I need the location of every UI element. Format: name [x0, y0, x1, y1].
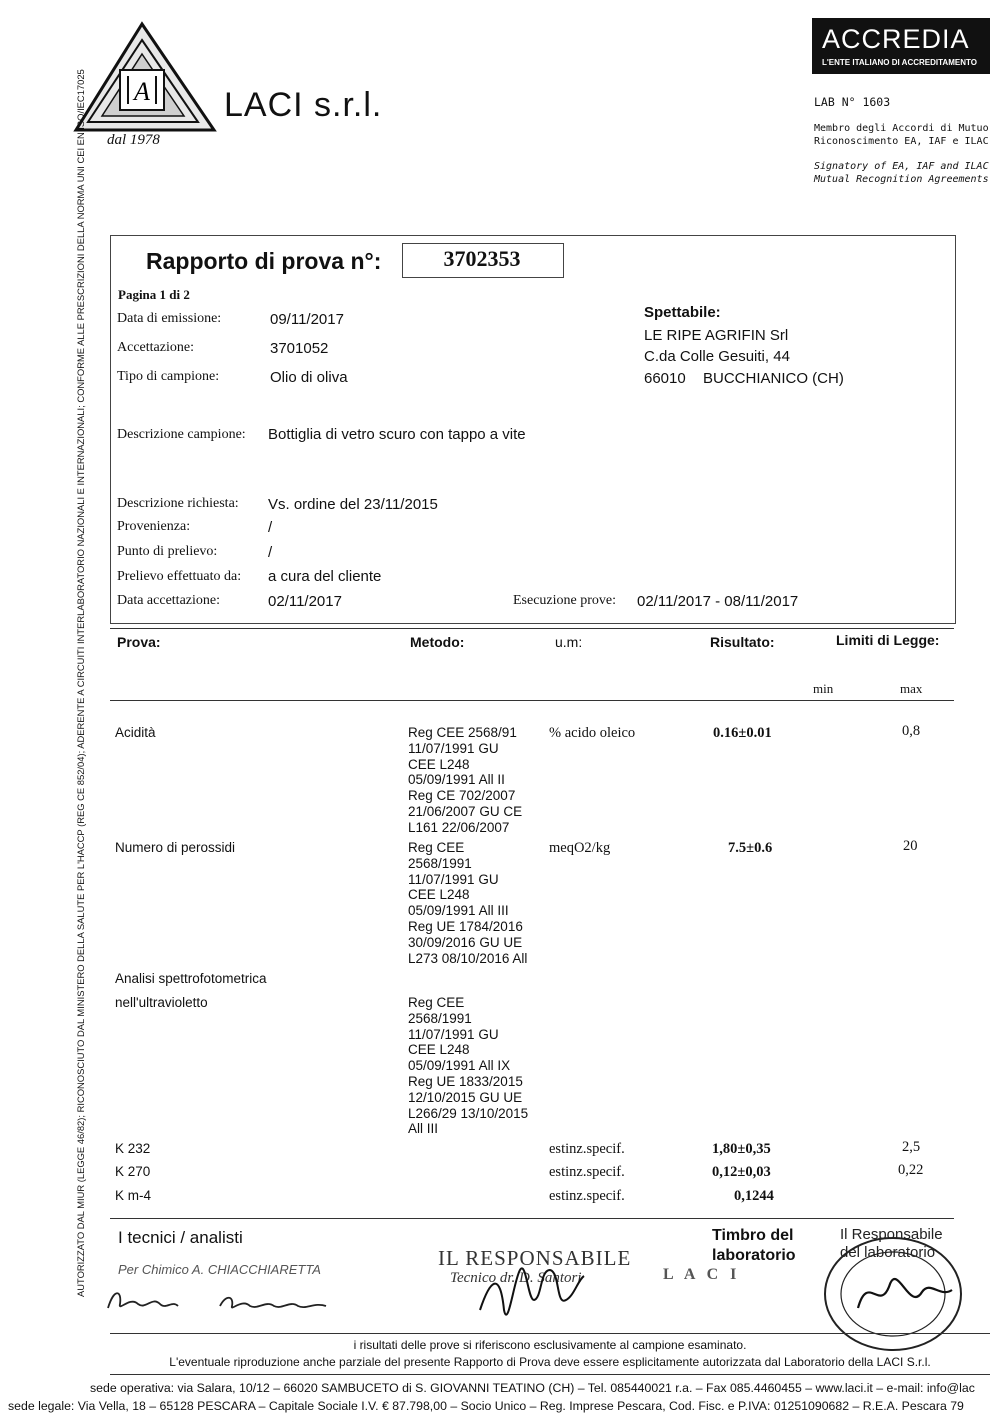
value-sampling-by: a cura del cliente [268, 568, 382, 585]
technicians-label: I tecnici / analisti [118, 1228, 243, 1247]
report-title: Rapporto di prova n°: [146, 248, 382, 274]
accredia-signatory: Signatory of EA, IAF and ILAC Mutual Recognition Agreements [814, 161, 989, 185]
row-k232-unit: estinz.specif. [549, 1141, 625, 1157]
laci-logo-icon [72, 20, 222, 135]
label-sample-description: Descrizione campione: [117, 427, 246, 442]
row-k270-test: K 270 [115, 1164, 151, 1179]
label-request-description: Descrizione richiesta: [117, 496, 239, 511]
label-acceptance: Accettazione: [117, 340, 194, 355]
table-top-rule [110, 628, 954, 629]
signature-top-rule [110, 1218, 954, 1219]
row-peroxide-test: Numero di perossidi [115, 840, 236, 855]
page-indicator: Pagina 1 di 2 [118, 287, 190, 302]
header-limits: Limiti di Legge: [836, 632, 940, 648]
row-uv-test-line2: nell'ultravioletto [115, 995, 208, 1010]
company-since: dal 1978 [107, 132, 160, 148]
footer-address-2: sede legale: Via Vella, 18 – 65128 PESCARA – Capitale Sociale I.V. € 87.798,00 – Socio Unico – Reg. Imprese Pescara, Cod. Fisc. e P.IVA: 01251090682 – R.E.A. Pescara 79 [8, 1399, 964, 1413]
row-peroxide-max: 20 [903, 838, 918, 854]
recipient-street: C.da Colle Gesuiti, 44 [644, 348, 790, 365]
row-k232-max: 2,5 [902, 1139, 921, 1155]
row-acidity-max: 0,8 [902, 723, 921, 739]
row-uv-test: Analisi spettrofotometrica [115, 971, 267, 986]
row-acidity-test: Acidità [115, 725, 156, 740]
label-sampling-point: Punto di prelievo: [117, 544, 218, 559]
accredia-subtitle: L'ENTE ITALIANO DI ACCREDITAMENTO [822, 58, 977, 67]
row-k270-result: 0,12±0,03 [712, 1164, 771, 1180]
report-number: 3702353 [443, 246, 521, 271]
header-max: max [900, 681, 923, 696]
header-unit: u.m: [555, 634, 583, 650]
row-peroxide-result: 7.5±0.6 [728, 840, 773, 856]
lab-number: LAB N° 1603 [814, 95, 891, 109]
lab-stamp-mark: L A C I [663, 1266, 741, 1283]
row-acidity-method: Reg CEE 2568/91 11/07/1991 GU CEE L248 05/09/1991 All II Reg CE 702/2007 21/06/2007 GU CE L161 22/06/2007 [408, 725, 523, 835]
responsible-signature-icon [470, 1240, 590, 1335]
label-sample-type: Tipo di campione: [117, 369, 220, 384]
value-request-description: Vs. ordine del 23/11/2015 [268, 496, 438, 513]
row-uv-method: Reg CEE 2568/1991 11/07/1991 GU CEE L248 05/09/1991 All IX Reg UE 1833/2015 12/10/2015 GU UE L266/29 13/10/2015 All III [408, 995, 529, 1137]
svg-text:A: A [134, 77, 150, 106]
table-header-rule [110, 700, 954, 701]
row-peroxide-unit: meqO2/kg [549, 840, 611, 856]
header-result: Risultato: [710, 634, 775, 650]
side-accreditation-text: AUTORIZZATO DAL MIUR (LEGGE 46/82); RICONOSCIUTO DAL MINISTERO DELLA SALUTE PER L'HACCP (REG CE 852/04); ADERENTE A CIRCUITI INTERLABORATORIO NAZIONALI E INTERNAZIONALI; CONFORME ALLE PRESCRIZIONI DELLA NORMA UNI CEI EN ISO/IEC17025 [75, 69, 86, 1297]
header-min: min [813, 681, 834, 696]
row-acidity-result: 0.16±0.01 [713, 725, 772, 741]
row-km4-test: K m-4 [115, 1188, 152, 1203]
responsible-stamp: IL RESPONSABILE [438, 1246, 632, 1270]
header-method: Metodo: [410, 634, 465, 650]
row-k270-unit: estinz.specif. [549, 1164, 625, 1180]
lab-manager-label: Il Responsabile del laboratorio [840, 1226, 943, 1261]
value-acceptance: 3701052 [270, 340, 329, 357]
value-acceptance-date: 02/11/2017 [268, 593, 342, 610]
row-km4-result: 0,1244 [734, 1188, 774, 1204]
footer-address-1: sede operativa: via Salara, 10/12 – 66020 SAMBUCETO di S. GIOVANNI TEATINO (CH) – Tel. 085440021 r.a. – Fax 085.4460455 – www.laci.it – e-mail: info@lac [90, 1381, 975, 1395]
label-sampling-by: Prelievo effettuato da: [117, 569, 242, 584]
label-emission: Data di emissione: [117, 311, 222, 326]
company-name: LACI s.r.l. [224, 86, 383, 124]
recipient-label: Spettabile: [644, 304, 721, 321]
row-k232-test: K 232 [115, 1141, 151, 1156]
footer-notice-2: L'eventuale riproduzione anche parziale del presente Rapporto di Prova deve essere esplicitamente autorizzata dal Laboratorio della LACI S.r.l. [169, 1355, 931, 1369]
technician-signature-icon [100, 1282, 340, 1318]
value-sample-type: Olio di oliva [270, 369, 348, 386]
responsible-name: Tecnico dr. D. Santori [450, 1270, 582, 1286]
label-execution: Esecuzione prove: [513, 593, 617, 608]
value-sampling-point: / [268, 544, 273, 561]
recipient-city: BUCCHIANICO (CH) [703, 370, 844, 387]
row-k232-result: 1,80±0,35 [712, 1141, 771, 1157]
value-sample-description: Bottiglia di vetro scuro con tappo a vite [268, 426, 526, 443]
footer-notice-1: i risultati delle prove si riferiscono esclusivamente al campione esaminato. [353, 1338, 747, 1352]
row-peroxide-method: Reg CEE 2568/1991 11/07/1991 GU CEE L248 05/09/1991 All III Reg UE 1784/2016 30/09/2016 GU UE L273 08/10/2016 All [408, 840, 528, 966]
value-origin: / [268, 519, 273, 536]
accredia-logo [812, 18, 990, 74]
row-km4-unit: estinz.specif. [549, 1188, 625, 1204]
accredia-membro: Membro degli Accordi di Mutuo Riconoscimento EA, IAF e ILAC [814, 123, 989, 147]
label-origin: Provenienza: [117, 519, 191, 534]
header-test: Prova: [117, 634, 161, 650]
label-acceptance-date: Data accettazione: [117, 593, 220, 608]
chemist-name: Per Chimico A. CHIACCHIARETTA [118, 1262, 321, 1277]
value-execution: 02/11/2017 - 08/11/2017 [637, 593, 799, 610]
row-acidity-unit: % acido oleico [549, 725, 636, 741]
recipient-zip: 66010 [644, 370, 686, 387]
row-k270-max: 0,22 [898, 1162, 924, 1178]
lab-stamp-label: Timbro del laboratorio [712, 1227, 796, 1264]
accredia-title: ACCREDIA [822, 24, 970, 54]
value-emission: 09/11/2017 [270, 311, 344, 328]
recipient-name: LE RIPE AGRIFIN Srl [644, 327, 789, 344]
